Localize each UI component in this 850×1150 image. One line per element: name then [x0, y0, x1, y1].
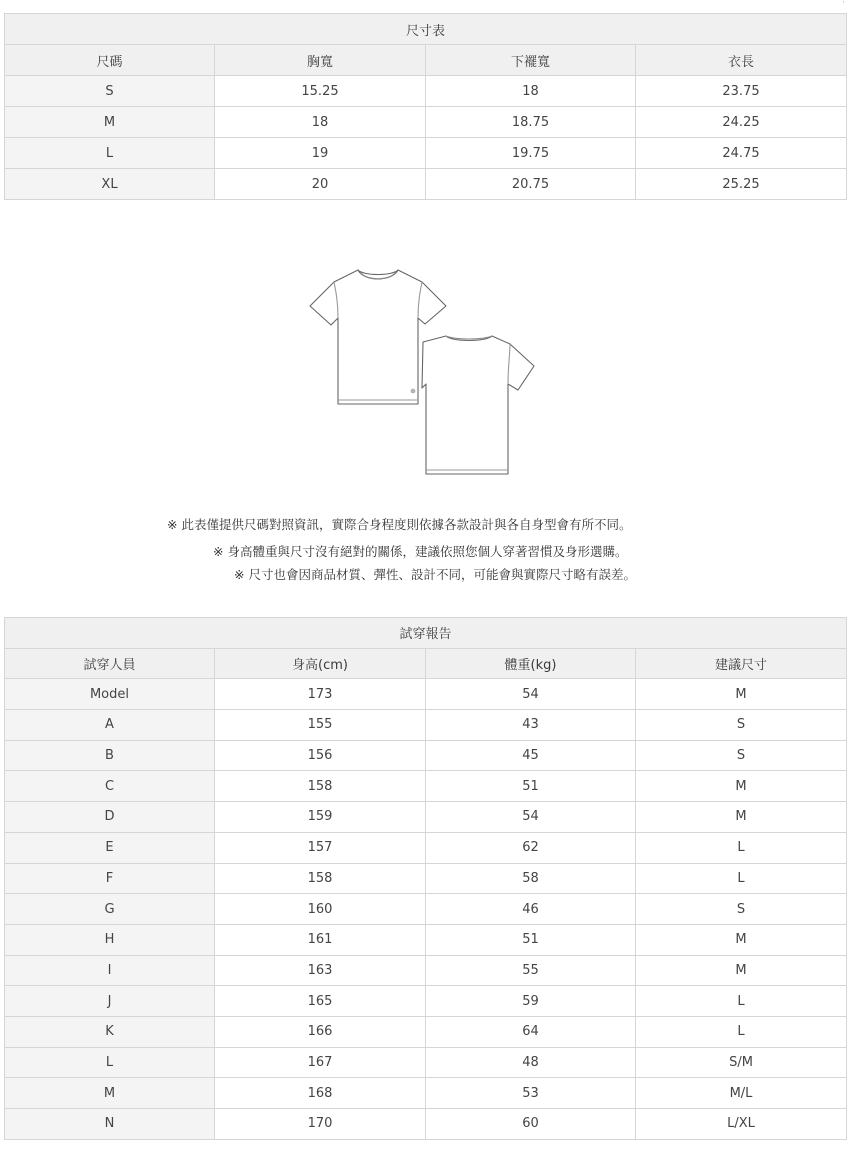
size-table-header-cell: 下襬寬 [426, 45, 636, 76]
fit-report-cell: 46 [426, 894, 636, 925]
fit-report-cell: 165 [215, 986, 426, 1017]
fit-report-cell: 166 [215, 1016, 426, 1047]
fit-report-row [5, 863, 847, 894]
fit-report-cell: 159 [215, 802, 426, 833]
size-table-cell: 20.75 [426, 169, 636, 200]
fit-report-cell: S/M [636, 1047, 847, 1078]
fit-report-table [4, 617, 847, 1140]
fit-report-row [5, 955, 847, 986]
fit-report-cell: 45 [426, 740, 636, 771]
size-table-header-row [5, 45, 847, 76]
fit-report-cell: H [5, 924, 215, 955]
fit-report-cell: 170 [215, 1109, 426, 1140]
fit-report-cell: J [5, 986, 215, 1017]
fit-report-cell: M [636, 955, 847, 986]
size-table-cell: S [5, 76, 215, 107]
fit-report-row [5, 1078, 847, 1109]
fit-report-cell: 161 [215, 924, 426, 955]
fit-report-cell: 157 [215, 832, 426, 863]
fit-report-cell: S [636, 740, 847, 771]
note-line-2: ※ 身高體重與尺寸沒有絕對的關係，建議依照您個人穿著習慣及身形選購。 [213, 544, 628, 559]
size-table-row [5, 169, 847, 200]
fit-report-cell: L [636, 1016, 847, 1047]
fit-report-cell: F [5, 863, 215, 894]
fit-report-cell: 158 [215, 771, 426, 802]
size-table-cell: 25.25 [636, 169, 847, 200]
tshirt-front-back-icon [300, 262, 540, 480]
size-table-cell: 20 [215, 169, 426, 200]
fit-report-row [5, 986, 847, 1017]
fit-report-body [5, 679, 847, 1139]
fit-report-header-cell: 試穿人員 [5, 648, 215, 679]
size-table-title: 尺寸表 [5, 14, 847, 45]
fit-report-cell: L/XL [636, 1109, 847, 1140]
fit-report-row [5, 832, 847, 863]
fit-report-cell: Model [5, 679, 215, 710]
fit-report-row [5, 679, 847, 710]
fit-report-row [5, 924, 847, 955]
fit-report-cell: 160 [215, 894, 426, 925]
fit-report-cell: 59 [426, 986, 636, 1017]
fit-report-cell: M [636, 679, 847, 710]
fit-report-cell: 62 [426, 832, 636, 863]
fit-report-cell: A [5, 710, 215, 741]
fit-report-row [5, 710, 847, 741]
size-table-cell: XL [5, 169, 215, 200]
fit-report-header-cell: 身高(cm) [215, 648, 426, 679]
fit-report-cell: L [636, 863, 847, 894]
fit-report-cell: L [636, 832, 847, 863]
size-table-row [5, 107, 847, 138]
fit-report-cell: I [5, 955, 215, 986]
fit-report-cell: 155 [215, 710, 426, 741]
fit-report-cell: 51 [426, 924, 636, 955]
fit-report-cell: 163 [215, 955, 426, 986]
fit-report-cell: 60 [426, 1109, 636, 1140]
size-table-header-cell: 尺碼 [5, 45, 215, 76]
fit-report-cell: 168 [215, 1078, 426, 1109]
size-table-cell: 19 [215, 138, 426, 169]
fit-report-cell: E [5, 832, 215, 863]
fit-report-cell: C [5, 771, 215, 802]
fit-report-cell: 158 [215, 863, 426, 894]
fit-report-header-row [5, 648, 847, 679]
fit-report-cell: M [636, 771, 847, 802]
fit-report-cell: S [636, 894, 847, 925]
fit-report-cell: D [5, 802, 215, 833]
fit-report-row [5, 771, 847, 802]
fit-report-cell: N [5, 1109, 215, 1140]
fit-report-cell: L [636, 986, 847, 1017]
fit-report-row [5, 1016, 847, 1047]
size-table-cell: 24.75 [636, 138, 847, 169]
fit-report-cell: 64 [426, 1016, 636, 1047]
corner-mark: · [842, 0, 845, 8]
size-table-cell: 19.75 [426, 138, 636, 169]
size-table-header-cell: 衣長 [636, 45, 847, 76]
note-line-3: ※ 尺寸也會因商品材質、彈性、設計不同，可能會與實際尺寸略有誤差。 [234, 567, 636, 582]
fit-report-cell: 156 [215, 740, 426, 771]
fit-report-header-cell: 體重(kg) [426, 648, 636, 679]
fit-report-cell: B [5, 740, 215, 771]
size-table-cell: 15.25 [215, 76, 426, 107]
size-table-cell: 18 [426, 76, 636, 107]
fit-report-row [5, 1109, 847, 1140]
fit-report-cell: 173 [215, 679, 426, 710]
fit-report-cell: G [5, 894, 215, 925]
fit-report-cell: 58 [426, 863, 636, 894]
tshirt-back-shape [422, 336, 534, 474]
fit-report-cell: 51 [426, 771, 636, 802]
fit-report-cell: M/L [636, 1078, 847, 1109]
fit-report-cell: S [636, 710, 847, 741]
size-table-cell: 18.75 [426, 107, 636, 138]
size-table [4, 13, 847, 200]
size-table-cell: L [5, 138, 215, 169]
fit-report-cell: K [5, 1016, 215, 1047]
size-table-header-cell: 胸寬 [215, 45, 426, 76]
fit-report-cell: 54 [426, 802, 636, 833]
size-table-cell: 23.75 [636, 76, 847, 107]
fit-report-cell: M [636, 924, 847, 955]
fit-report-cell: M [5, 1078, 215, 1109]
fit-report-cell: 48 [426, 1047, 636, 1078]
fit-report-row [5, 1047, 847, 1078]
fit-report-cell: 53 [426, 1078, 636, 1109]
fit-report-row [5, 802, 847, 833]
fit-report-header-cell: 建議尺寸 [636, 648, 847, 679]
size-table-cell: 24.25 [636, 107, 847, 138]
size-table-row [5, 76, 847, 107]
fit-report-cell: 55 [426, 955, 636, 986]
size-table-cell: M [5, 107, 215, 138]
fit-report-row [5, 740, 847, 771]
fit-report-row [5, 894, 847, 925]
fit-report-cell: 54 [426, 679, 636, 710]
size-table-cell: 18 [215, 107, 426, 138]
fit-report-cell: L [5, 1047, 215, 1078]
fit-report-cell: M [636, 802, 847, 833]
note-line-1: ※ 此表僅提供尺碼對照資訊，實際合身程度則依據各款設計與各自身型會有所不同。 [167, 517, 632, 532]
fit-report-cell: 167 [215, 1047, 426, 1078]
fit-report-cell: 43 [426, 710, 636, 741]
size-table-row [5, 138, 847, 169]
fit-report-title: 試穿報告 [5, 618, 847, 649]
size-table-body [5, 76, 847, 200]
